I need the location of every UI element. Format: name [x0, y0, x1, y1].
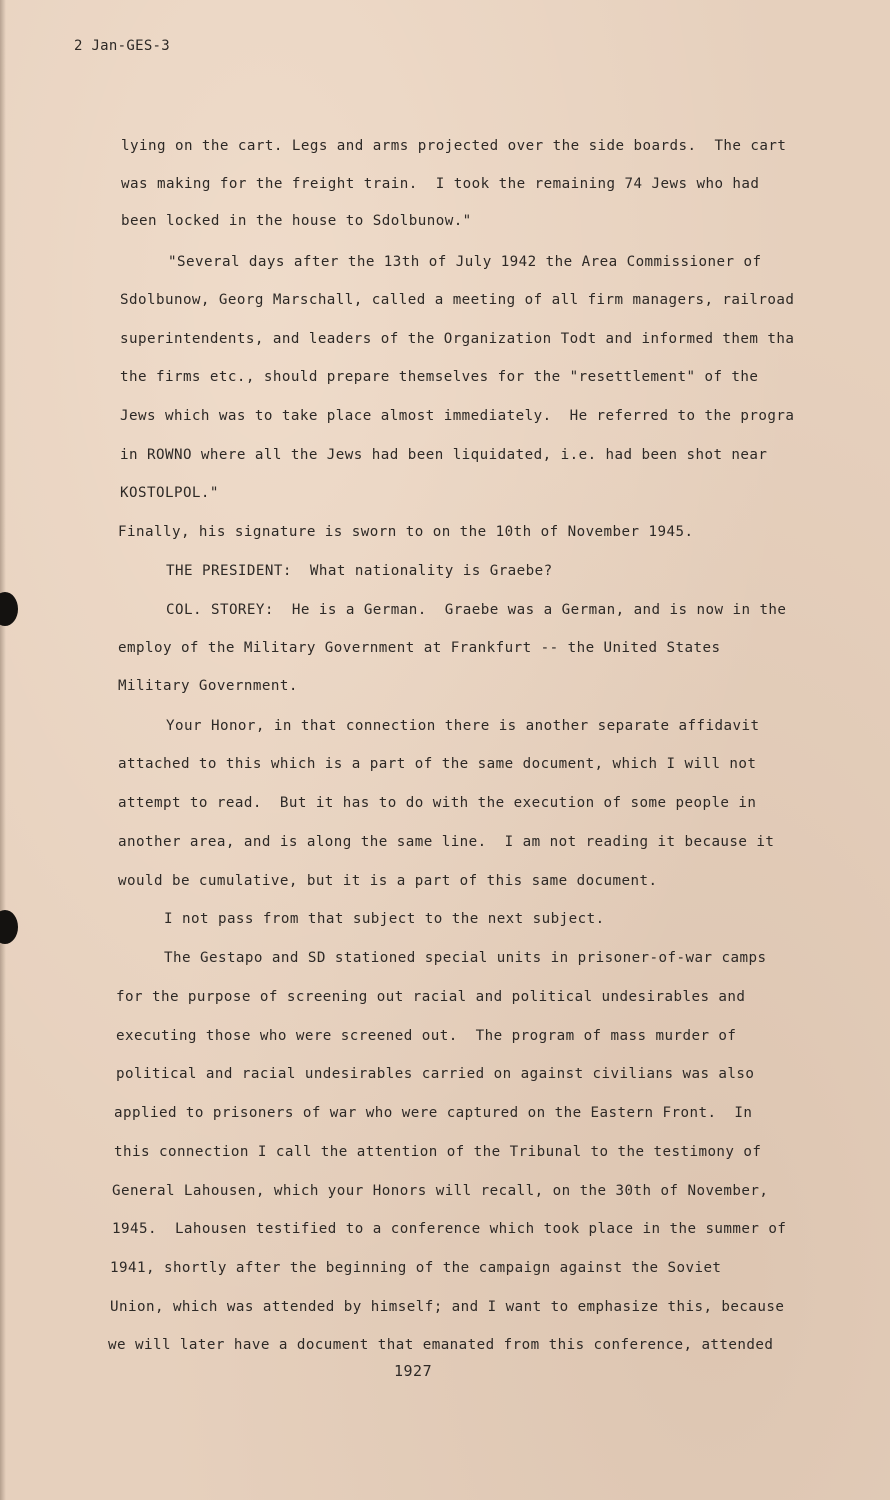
text-line: employ of the Military Government at Frankfurt -- the United States: [118, 640, 721, 656]
text-line: been locked in the house to Sdolbunow.": [121, 213, 472, 229]
text-line: KOSTOLPOL.": [120, 485, 219, 501]
text-line: Your Honor, in that connection there is another separate affidavit: [166, 718, 760, 734]
text-line: THE PRESIDENT: What nationality is Graebe?: [166, 563, 553, 579]
text-line: attached to this which is a part of the same document, which I will not: [118, 756, 757, 772]
text-line: was making for the freight train. I took the remaining 74 Jews who had: [121, 176, 760, 192]
text-line: COL. STOREY: He is a German. Graebe was a German, and is now in the: [166, 602, 787, 618]
text-line: Union, which was attended by himself; and I want to emphasize this, because: [110, 1299, 785, 1315]
text-line: Military Government.: [118, 678, 298, 694]
text-line: lying on the cart. Legs and arms projected over the side boards. The cart: [121, 138, 787, 154]
punch-hole-icon: [0, 592, 18, 626]
text-line: 1941, shortly after the beginning of the campaign against the Soviet: [110, 1260, 722, 1276]
text-line: superintendents, and leaders of the Organization Todt and informed them tha: [120, 331, 795, 347]
page-edge-shadow: [0, 0, 6, 1500]
text-line: 1945. Lahousen testified to a conference which took place in the summer of: [112, 1221, 787, 1237]
text-line: another area, and is along the same line. I am not reading it because it: [118, 834, 775, 850]
punch-hole-icon: [0, 910, 18, 944]
text-line: executing those who were screened out. The program of mass murder of: [116, 1028, 737, 1044]
text-line: the firms etc., should prepare themselves for the "resettlement" of the: [120, 369, 759, 385]
page-number: 1927: [394, 1362, 433, 1380]
text-line: Jews which was to take place almost immediately. He referred to the progra: [120, 408, 795, 424]
text-line: The Gestapo and SD stationed special units in prisoner-of-war camps: [164, 950, 767, 966]
text-line: General Lahousen, which your Honors will recall, on the 30th of November,: [112, 1183, 769, 1199]
document-header-id: 2 Jan-GES-3: [74, 38, 171, 54]
text-line: for the purpose of screening out racial and political undesirables and: [116, 989, 746, 1005]
text-line: Finally, his signature is sworn to on the 10th of November 1945.: [118, 524, 694, 540]
text-line: we will later have a document that emanated from this conference, attended: [108, 1337, 774, 1353]
text-line: political and racial undesirables carried on against civilians was also: [116, 1066, 755, 1082]
text-line: "Several days after the 13th of July 1942 the Area Commissioner of: [168, 254, 762, 270]
text-line: Sdolbunow, Georg Marschall, called a meeting of all firm managers, railroad: [120, 292, 795, 308]
text-line: would be cumulative, but it is a part of this same document.: [118, 873, 658, 889]
text-line: applied to prisoners of war who were captured on the Eastern Front. In: [114, 1105, 753, 1121]
text-line: attempt to read. But it has to do with the execution of some people in: [118, 795, 757, 811]
text-line: this connection I call the attention of the Tribunal to the testimony of: [114, 1144, 762, 1160]
text-line: I not pass from that subject to the next subject.: [164, 911, 605, 927]
text-line: in ROWNO where all the Jews had been liquidated, i.e. had been shot near: [120, 447, 768, 463]
